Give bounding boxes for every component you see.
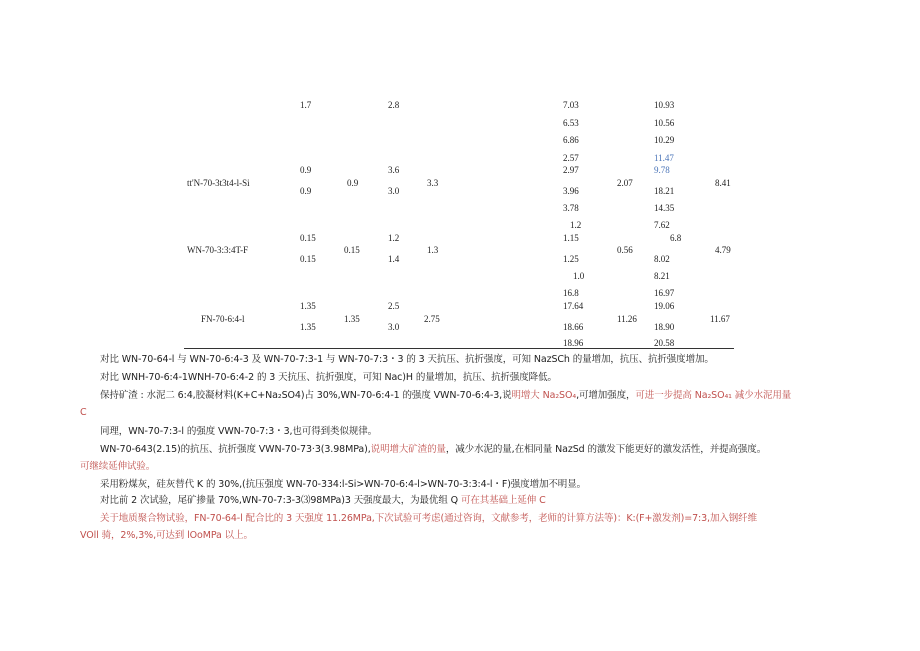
cell-r3-c3a: 1.2 [388, 233, 400, 243]
paragraph-8 [100, 495, 546, 507]
paragraph-2: 对比 WNH-70-6:4-1WNH-70-6:4-2 的 3 天抗压、抗折强度，可知 Nac)H 的量增加，抗压、抗折强度降低。 [100, 372, 557, 383]
table-bottom-rule [184, 348, 734, 349]
cell-r3-d2: 1.0 [573, 271, 585, 281]
cell-r3-c1b: 0.15 [300, 254, 316, 264]
cell-r2-d0: 2.97 [563, 165, 579, 175]
cell-r2-e1: 18.21 [654, 186, 675, 196]
cell-r3-d0: 1.15 [563, 233, 579, 243]
paragraph-3-annotation-1: 明增大 Na₂SO₄ [511, 390, 577, 401]
cell-r4-c1a: 1.35 [300, 301, 316, 311]
paragraph-6-annotation: 可继续延伸试验。 [80, 461, 156, 472]
cell-r1-e3: 11.47 [654, 153, 674, 163]
cell-r3-c4: 1.3 [427, 245, 439, 255]
cell-r4-e0: 19.06 [654, 301, 675, 311]
paragraph-8-text: 对比前 2 次试验，尾矿掺量 70%,WN-70-7:3-3⑶98MPa)3 天强度最大，为最优组 Q [100, 495, 461, 506]
cell-r1-e0: 10.93 [654, 100, 675, 110]
cell-r2-c6: 2.07 [617, 178, 633, 188]
cell-r3-c8: 4.79 [715, 245, 731, 255]
cell-r1-e1: 10.56 [654, 118, 675, 128]
paragraph-3-annotation-3: C [80, 407, 87, 418]
cell-r2-e2: 14.35 [654, 203, 675, 213]
cell-r1-d1: 6.53 [563, 118, 579, 128]
paragraph-4: 同理，WN-70-7:3-l 的强度 VWN-70-7:3・3,也可得到类似规律。 [100, 426, 378, 437]
cell-r4-c3a: 2.5 [388, 301, 400, 311]
cell-r2-c3a: 3.6 [388, 165, 400, 175]
cell-r2-c1b: 0.9 [300, 186, 312, 196]
paragraph-5-text: WN-70-643(2.15)的抗压、抗折强度 VWN-70-73·3(3.98MPa), [100, 444, 371, 455]
cell-r4-d2: 18.96 [563, 338, 584, 348]
paragraph-5 [100, 444, 766, 456]
cell-r3-e0: 6.8 [670, 233, 682, 243]
cell-r3-c2: 0.15 [344, 245, 360, 255]
paragraph-10-annotation: VOll 骑，2%,3%,可达到 lOoMPa 以上。 [80, 530, 253, 541]
row2-name: tt'N-70-3t3t4-l-Si [187, 178, 250, 188]
cell-r1-d2: 6.86 [563, 135, 579, 145]
row4-name: FN-70-6:4-l [201, 314, 245, 324]
cell-r4-c4: 2.75 [424, 314, 440, 324]
cell-r3-e3: 16.97 [654, 288, 675, 298]
cell-r3-c6: 0.56 [617, 245, 633, 255]
row3-name: WN-70-3:3:4T-F [187, 245, 249, 255]
cell-r2-c2: 0.9 [347, 178, 359, 188]
paragraph-3-annotation-2: 可进一步提高 Na₂SO₄₁ 减少水泥用量 [635, 390, 792, 401]
cell-r3-e2: 8.21 [654, 271, 670, 281]
paragraph-3-text: 保持矿渣 : 水泥二 6:4,胶凝材料(K+C+Na₂SO4)占 30%,WN-70-6:4-1 的强度 VWN-70-6:4-3,说 [100, 390, 512, 401]
paragraph-9-annotation: 关于地质聚合物试验，FN-70-64-l 配合比的 3 天强度 11.26MPa,下次试验可考虑(通过咨询，文献参考，老师的计算方法等)：K:(F+激发剂)=7:3,加入钢纤维 [100, 513, 757, 524]
paragraph-8-annotation: 可在其基础上延伸 C [460, 495, 546, 506]
cell-r4-c3b: 3.0 [388, 322, 400, 332]
cell-r4-c8: 11.67 [710, 314, 730, 324]
cell-r1-d3: 2.57 [563, 153, 579, 163]
cell-r2-e3: 7.62 [654, 220, 670, 230]
paragraph-1: 对比 WN-70-64-l 与 WN-70-6:4-3 及 WN-70-7:3-1 与 WN-70-7:3・3 的 3 天抗压、抗折强度，可知 NazSCh 的量增加，抗压、抗折强度增加。 [100, 354, 714, 365]
cell-r1-c3: 2.8 [388, 100, 400, 110]
paragraph-3-text-2: ,可增加强度， [576, 390, 636, 401]
cell-r2-c3b: 3.0 [388, 186, 400, 196]
cell-r2-d3: 1.2 [570, 220, 582, 230]
cell-r2-c8: 8.41 [715, 178, 731, 188]
cell-r4-c1b: 1.35 [300, 322, 316, 332]
cell-r1-c1: 1.7 [300, 100, 312, 110]
cell-r2-d1: 3.96 [563, 186, 579, 196]
cell-r2-d2: 3.78 [563, 203, 579, 213]
cell-r4-e1: 18.90 [654, 322, 675, 332]
cell-r1-d0: 7.03 [563, 100, 579, 110]
cell-r2-e0: 9.78 [654, 165, 670, 175]
cell-r4-c2: 1.35 [344, 314, 360, 324]
cell-r4-e2: 20.58 [654, 338, 675, 348]
paragraph-7: 采用粉煤灰，硅灰替代 K 的 30%,(抗压强度 WN-70-334:l-Si>WN-70-6:4-l>WN-70-3:3:4-l・F)强度增加不明显。 [100, 479, 587, 490]
cell-r4-c6: 11.26 [617, 314, 637, 324]
cell-r3-d3: 16.8 [563, 288, 579, 298]
cell-r2-c4: 3.3 [427, 178, 439, 188]
cell-r2-c1a: 0.9 [300, 165, 312, 175]
paragraph-5-annotation: 说明增大矿渣的量 [370, 444, 446, 455]
cell-r4-d0: 17.64 [563, 301, 584, 311]
cell-r4-d1: 18.66 [563, 322, 584, 332]
cell-r1-e2: 10.29 [654, 135, 675, 145]
cell-r3-c1a: 0.15 [300, 233, 316, 243]
paragraph-5-text-2: ，减少水泥的量,在相同量 NazSd 的激发下能更好的激发活性，并提高强度。 [445, 444, 767, 455]
cell-r3-e1: 8.02 [654, 254, 670, 264]
cell-r3-c3b: 1.4 [388, 254, 400, 264]
paragraph-3 [100, 390, 791, 402]
cell-r3-d1: 1.25 [563, 254, 579, 264]
